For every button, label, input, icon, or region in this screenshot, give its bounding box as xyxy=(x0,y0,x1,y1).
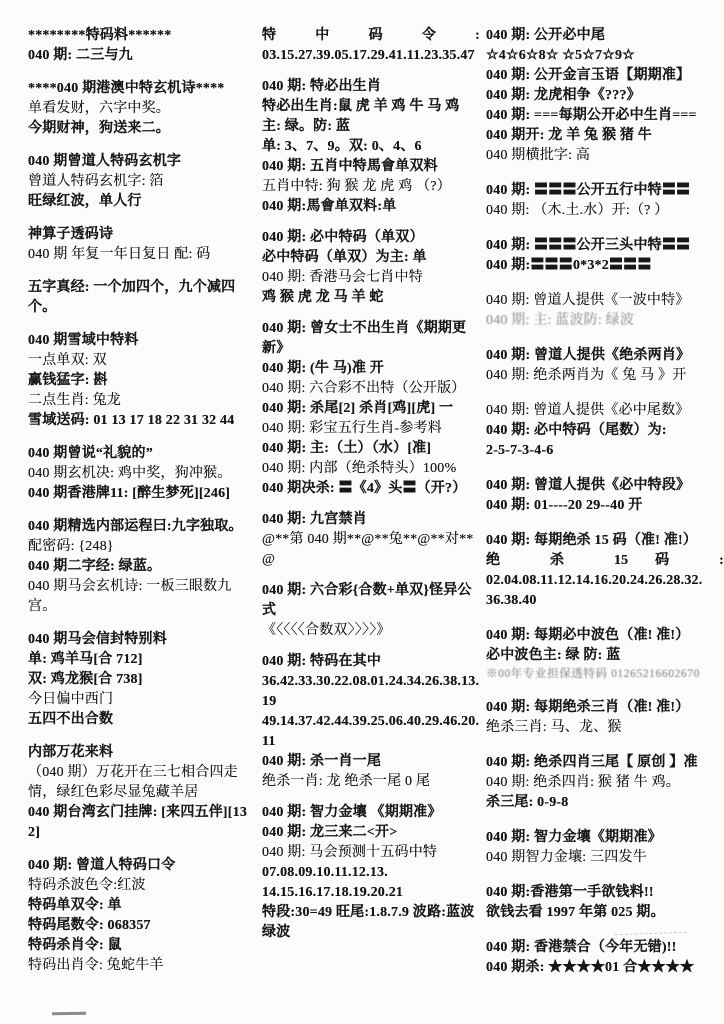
text-line: 双: 鸡龙猴[合 738] xyxy=(28,672,143,687)
text-line: 040 期: ===每期公开必中生肖=== xyxy=(486,108,697,123)
text-line: 03.15.27.39.05.17.29.41.11.23.35.47 xyxy=(262,48,475,63)
text-block xyxy=(486,883,724,923)
text-line: 040 期: 必中特码（单双） xyxy=(262,230,424,245)
text-line: 040 期: 曾道人提供《必中尾数》 xyxy=(486,403,690,418)
text-line: 特 中 码 令 : xyxy=(262,28,480,43)
text-line: 今日偏中西门 xyxy=(28,692,114,707)
text-line: 雪域送码: 01 13 17 18 22 31 32 44 xyxy=(28,413,235,428)
text-block xyxy=(486,698,724,738)
text-block xyxy=(262,803,480,943)
text-line: 040 期: 绝杀两肖为《 兔 马 》开 xyxy=(486,368,687,383)
text-line: 040 期马会信封特别料 xyxy=(28,632,167,647)
text-line: 绝 杀 15 码 : xyxy=(486,553,724,568)
text-line: 040 期: 每期绝杀 15 码（准! 准!） xyxy=(486,533,698,548)
text-block xyxy=(486,828,724,868)
text-block xyxy=(28,152,254,212)
text-line: 040 期: 公开金言玉语【期期准】 xyxy=(486,68,691,83)
text-line: 040 期: 六合彩{合数+单双}怪异公式 xyxy=(262,583,472,618)
text-line: 040 期横批字: 高 xyxy=(486,148,591,163)
text-line: 040 期: 智力金壤《期期准》 xyxy=(486,830,662,845)
text-line: 040 期: 曾女士不出生肖《期期更新》 xyxy=(262,321,467,356)
text-line: 040 期: 龙虎相争《???》 xyxy=(486,88,641,103)
text-line: 040 期: 每期绝杀三肖（准! 准!） xyxy=(486,700,690,715)
text-line: ********特码料****** xyxy=(28,28,172,43)
text-block xyxy=(28,517,254,617)
text-block xyxy=(28,856,254,976)
text-line: 曾道人特码玄机字: 箔 xyxy=(28,174,164,189)
text-line: 040 期马会玄机诗: 一板三眼数九宫。 xyxy=(28,579,232,614)
text-block xyxy=(28,225,254,265)
text-line: 040 期: 主: 蓝波防: 绿波 xyxy=(486,313,635,328)
text-line: 内部万花来料 xyxy=(28,745,114,760)
text-line: 040 期: 曾道人提供《绝杀两肖》 xyxy=(486,348,691,363)
text-block xyxy=(262,228,480,308)
column-left xyxy=(28,26,254,993)
text-line: 今期财神，狗送来二。 xyxy=(28,121,170,136)
text-line: 02.04.08.11.12.14.16.20.24.26.28.32. xyxy=(486,573,703,588)
text-line: 040 期: 香港禁合（今年无错)!! xyxy=(486,940,677,955)
text-line: 040 期:馬會单双料:单 xyxy=(262,199,397,214)
text-block xyxy=(28,444,254,504)
text-line: 五四不出合数 xyxy=(28,712,114,727)
text-line: @**第 040 期**@**兔**@**对**@ xyxy=(262,532,474,567)
text-line: 040 期:〓〓〓0*3*2〓〓〓 xyxy=(486,258,652,273)
text-line: 040 期: 〓〓〓公开五行中特〓〓 xyxy=(486,183,691,198)
text-block xyxy=(262,26,480,66)
column-right xyxy=(486,26,724,993)
text-line: 040 期: 绝杀四肖: 猴 猪 牛 鸡。 xyxy=(486,775,680,790)
text-block xyxy=(28,331,254,431)
text-line: 040 期 年复一年日复日 配: 码 xyxy=(28,247,211,262)
text-line: 040 期: 每期必中波色（准! 准!） xyxy=(486,628,690,643)
text-line: 特必出生肖:鼠 虎 羊 鸡 牛 马 鸡 xyxy=(262,99,460,114)
column-middle xyxy=(262,26,480,993)
text-line: 特码尾数令: 068357 xyxy=(28,918,151,933)
text-block xyxy=(28,26,254,66)
text-line: 040 期: 曾道人提供《必中特段》 xyxy=(486,478,691,493)
text-line: （040 期）万花开在三七相合四走情，绿红色彩尽显兔藏羊居 xyxy=(28,765,238,800)
text-line: 必中特码（单双）为主: 单 xyxy=(262,250,427,265)
text-block xyxy=(486,531,724,611)
text-line: 36.42.33.30.22.08.01.24.34.26.38.13.19 xyxy=(262,674,480,709)
text-line: 一点单双: 双 xyxy=(28,353,107,368)
text-line: 040 期: 曾道人特码口令 xyxy=(28,858,176,873)
text-block xyxy=(262,652,480,792)
text-line: 040 期台湾玄门挂牌: [来四五伴][132] xyxy=(28,805,248,840)
text-line: 五肖中特: 狗 猴 龙 虎 鸡 （?） xyxy=(262,179,451,194)
text-line: 单: 3、7、9。双: 0、4、6 xyxy=(262,139,422,154)
text-line: 040 期雪域中特料 xyxy=(28,333,139,348)
text-line: 鸡 猴 虎 龙 马 羊 蛇 xyxy=(262,290,384,305)
text-line: 040 期: 公开必中尾 xyxy=(486,28,606,43)
text-line: 040 期香港牌11: [醉生梦死][246] xyxy=(28,486,231,501)
text-line: 040 期: 九宫禁肖 xyxy=(262,512,367,527)
text-line: 欲钱去看 1997 年第 025 期。 xyxy=(486,905,665,920)
text-line: 特码单双令: 单 xyxy=(28,898,122,913)
text-block xyxy=(486,291,724,331)
text-line: 五字真经: 一个加四个，九个减四个。 xyxy=(28,280,236,315)
text-line: 040 期: 六合彩不出特（公开版） xyxy=(262,381,466,396)
text-line: 单: 鸡羊马[合 712] xyxy=(28,652,143,667)
text-line: 赢钱猛字: 斟 xyxy=(28,373,108,388)
text-block xyxy=(486,236,724,276)
text-line: 040 期: 杀一肖一尾 xyxy=(262,754,382,769)
text-line: 040 期: 内部（绝杀特头）100% xyxy=(262,461,457,476)
text-line: 040 期: 五肖中特馬會单双料 xyxy=(262,159,438,174)
text-line: 绝杀一肖: 龙 绝杀一尾 0 尾 xyxy=(262,774,431,789)
text-block xyxy=(262,77,480,217)
text-line: 040 期二字经: 绿蓝。 xyxy=(28,559,162,574)
text-line: 特段:30=49 旺尾:1.8.7.9 波路:蓝波绿波 xyxy=(262,905,475,940)
text-line: 14.15.16.17.18.19.20.21 xyxy=(262,885,404,900)
text-line: 040 期曾道人特码玄机字 xyxy=(28,154,182,169)
text-line: 040 期: 01----20 29--40 开 xyxy=(486,498,643,513)
text-block xyxy=(262,581,480,641)
text-block xyxy=(486,26,724,166)
text-line: 二点生肖: 兔龙 xyxy=(28,393,121,408)
text-line: 旺绿红波，单人行 xyxy=(28,194,142,209)
text-line: 特码杀肖令: 鼠 xyxy=(28,938,122,953)
text-line: 《〈〈〈〈合数双〉〉〉〉》 xyxy=(262,623,391,638)
text-line: 36.38.40 xyxy=(486,593,537,608)
text-line: 040 期精选内部运程曰:九字独取。 xyxy=(28,519,243,534)
text-block xyxy=(28,278,254,318)
text-line: 040 期: 必中特码（尾数）为: xyxy=(486,423,667,438)
text-block xyxy=(486,753,724,813)
text-line: 特码出肖令: 兔蛇牛羊 xyxy=(28,958,164,973)
text-line: 绝杀三肖: 马、龙、猴 xyxy=(486,720,622,735)
text-line: 040 期: 二三与九 xyxy=(28,48,133,63)
text-line: 040 期: 特必出生肖 xyxy=(262,79,382,94)
text-line: 040 期: 杀尾[2] 杀肖[鸡][虎] 一 xyxy=(262,401,454,416)
text-line: 040 期: 智力金壤 《期期准》 xyxy=(262,805,442,820)
text-block xyxy=(262,319,480,499)
text-line: 040 期曾说“礼貌的” xyxy=(28,446,153,461)
text-line: 040 期: 彩宝五行生肖-参考料 xyxy=(262,421,442,436)
text-line: 040 期开: 龙 羊 兔 猴 猪 牛 xyxy=(486,128,652,143)
text-line: 040 期玄机决: 鸡中奖，狗冲猴。 xyxy=(28,466,232,481)
text-line: 040 期杀: ★★★★01 合★★★★ xyxy=(486,960,695,975)
text-block xyxy=(486,181,724,221)
text-line: 040 期:香港第一手欲钱料!! xyxy=(486,885,654,900)
text-block xyxy=(486,626,724,683)
text-line: 040 期: 主:（土）（水）[准] xyxy=(262,441,432,456)
text-block xyxy=(28,630,254,730)
text-line: 单看发财，六字中奖。 xyxy=(28,101,170,116)
text-block xyxy=(486,346,724,386)
text-line: 2-5-7-3-4-6 xyxy=(486,443,554,458)
text-line: 040 期: (牛 马)准 开 xyxy=(262,361,384,376)
text-block xyxy=(28,79,254,139)
text-line: 特码杀波色令:红波 xyxy=(28,878,146,893)
text-block xyxy=(486,476,724,516)
text-line: 040 期: 龙三来二<开> xyxy=(262,825,398,840)
scan-artifact-bottom-mark xyxy=(52,1012,86,1016)
text-line: ****040 期港澳中特玄机诗**** xyxy=(28,81,225,96)
text-line: 040 期: 曾道人提供《一波中特》 xyxy=(486,293,690,308)
text-line: 杀三尾: 0-9-8 xyxy=(486,795,569,810)
text-block xyxy=(28,743,254,843)
text-line: 040 期: 马会预测十五码中特 xyxy=(262,845,438,860)
text-line: 040 期: 香港马会七肖中特 xyxy=(262,270,423,285)
text-block xyxy=(262,510,480,570)
text-line: 040 期决杀: 〓《4》头〓（开?） xyxy=(262,481,467,496)
text-line: 040 期: 〓〓〓公开三头中特〓〓 xyxy=(486,238,691,253)
text-block xyxy=(486,938,724,978)
text-line: 配密码: {248} xyxy=(28,539,114,554)
text-line: 040 期智力金壤: 三四发牛 xyxy=(486,850,647,865)
text-line: 神算子透码诗 xyxy=(28,227,114,242)
text-line: 07.08.09.10.11.12.13. xyxy=(262,865,388,880)
watermark-line: ※00年专业担保透特码 01265216602670 xyxy=(486,668,700,680)
text-line: 必中波色主: 绿 防: 蓝 xyxy=(486,648,621,663)
text-line: ☆4☆6☆8☆ ☆5☆7☆9☆ xyxy=(486,48,635,63)
text-line: 040 期: （木.土.水）开:（? ） xyxy=(486,203,669,218)
text-block xyxy=(486,401,724,461)
text-line: 主: 绿。防: 蓝 xyxy=(262,119,351,134)
text-line: 49.14.37.42.44.39.25.06.40.29.46.20.11 xyxy=(262,714,480,749)
text-line: 040 期: 特码在其中 xyxy=(262,654,382,669)
text-line: 040 期: 绝杀四肖三尾【 原创 】准 xyxy=(486,755,698,770)
